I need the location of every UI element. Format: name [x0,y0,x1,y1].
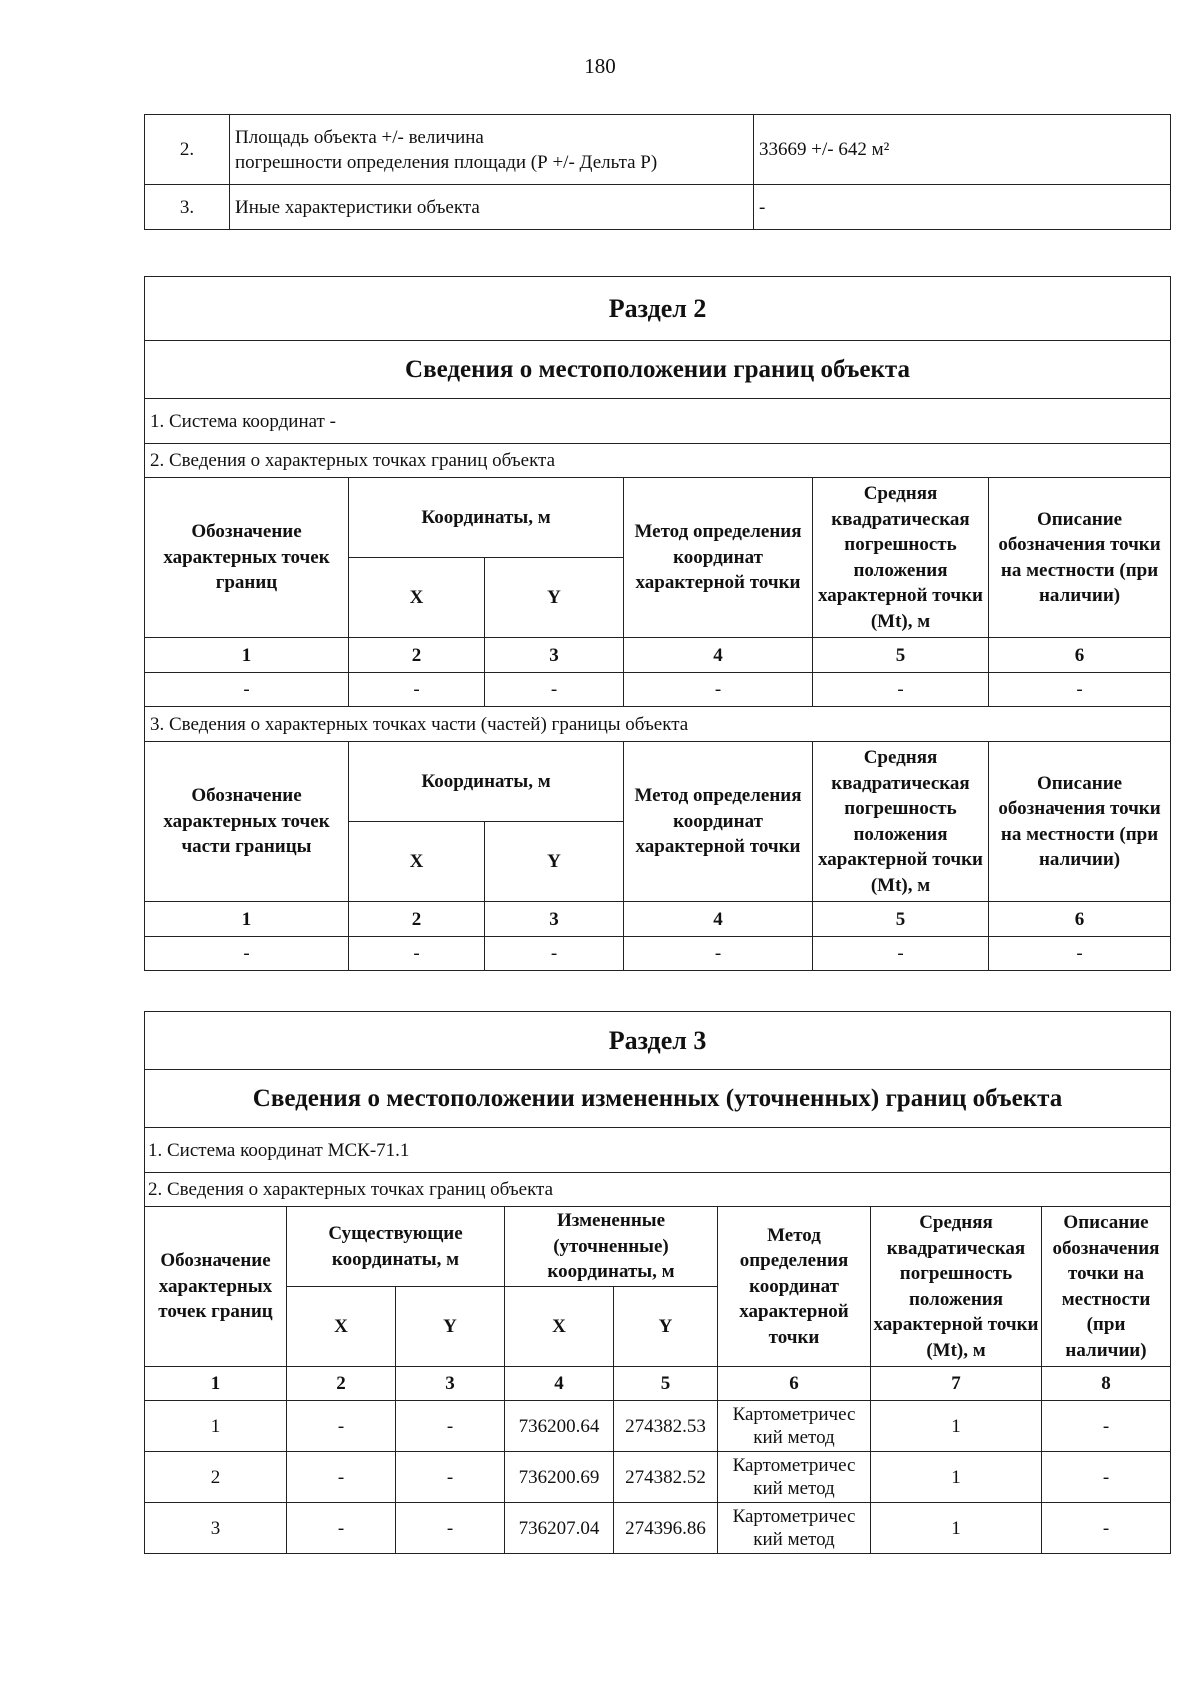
header-y: Y [485,558,624,638]
header-coordinates: Координаты, м [349,478,624,558]
header-coordinates: Координаты, м [349,742,624,822]
object-characteristics-table [144,114,1171,230]
header-error: Средняя квадратическая погрешность положения характерной точки (Mt), м [813,742,989,902]
row-number: 3. [145,185,230,230]
row-number: 2. [145,115,230,185]
col-number: 1 [145,902,349,937]
table-row [145,1452,1171,1503]
header-description: Описание обозначения точки на местности (при наличии) [989,742,1171,902]
header-error: Средняя квадратическая погрешность положения характерной точки (Mt), м [871,1207,1042,1367]
section-subtitle: Сведения о местоположении измененных (уточненных) границ объекта [145,1070,1171,1128]
table-cell: - [624,937,813,971]
mt-value: 1 [871,1503,1042,1554]
col-number: 6 [718,1367,871,1401]
table-cell: - [989,937,1171,971]
col-number: 5 [813,638,989,673]
col-number: 1 [145,638,349,673]
col-number: 5 [614,1367,718,1401]
col-number: 3 [396,1367,505,1401]
parts-heading: 3. Сведения о характерных точках части (частей) границы объекта [145,707,1171,742]
header-error: Средняя квадратическая погрешность положения характерной точки (Mt), м [813,478,989,638]
changed-x: 736200.64 [505,1401,614,1452]
header-changed-coordinates: Измененные (уточненные) координаты, м [505,1207,718,1287]
table-cell: - [989,673,1171,707]
col-number: 3 [485,902,624,937]
table-cell: - [349,673,485,707]
table-cell: - [485,673,624,707]
characteristic-value: - [754,185,1171,230]
header-x: X [349,558,485,638]
description-cell: - [1042,1503,1171,1554]
header-y: Y [396,1287,505,1367]
table-cell: - [813,673,989,707]
header-designation-part: Обозначение характерных точек части границы [145,742,349,902]
table-cell: - [145,673,349,707]
col-number: 6 [989,638,1171,673]
description-cell: - [1042,1401,1171,1452]
table-row [145,1503,1171,1554]
section-title: Раздел 2 [145,277,1171,341]
section-subtitle: Сведения о местоположении границ объекта [145,341,1171,399]
column-numbers-row [145,638,1171,673]
changed-y: 274382.52 [614,1452,718,1503]
existing-x: - [287,1401,396,1452]
mt-value: 1 [871,1452,1042,1503]
changed-y: 274396.86 [614,1503,718,1554]
section-2-table [144,276,1171,971]
column-numbers-row [145,1367,1171,1401]
table-cell: - [485,937,624,971]
table-cell: - [624,673,813,707]
col-number: 6 [989,902,1171,937]
page-number: 180 [584,54,616,78]
method-cell: Картометричес кий метод [718,1452,871,1503]
header-x: X [349,822,485,902]
table-cell: - [813,937,989,971]
col-number: 4 [624,902,813,937]
table-row [145,1401,1171,1452]
header-method: Метод определения координат характерной точки [624,742,813,902]
table-row [145,673,1171,707]
col-number: 8 [1042,1367,1171,1401]
col-number: 1 [145,1367,287,1401]
existing-y: - [396,1452,505,1503]
characteristic-name: Иные характеристики объекта [230,185,754,230]
col-number: 3 [485,638,624,673]
table-row [145,115,1171,185]
col-number: 4 [505,1367,614,1401]
table-row [145,937,1171,971]
col-number: 7 [871,1367,1042,1401]
existing-y: - [396,1401,505,1452]
col-number: 2 [349,902,485,937]
header-designation: Обозначение характерных точек границ [145,478,349,638]
changed-x: 736207.04 [505,1503,614,1554]
table-row [145,185,1171,230]
header-x: X [287,1287,396,1367]
existing-y: - [396,1503,505,1554]
changed-x: 736200.69 [505,1452,614,1503]
coordinate-system: 1. Система координат - [145,399,1171,444]
header-x: X [505,1287,614,1367]
header-method: Метод определения координат характерной точки [718,1207,871,1367]
header-y: Y [614,1287,718,1367]
header-description: Описание обозначения точки на местности (при наличии) [1042,1207,1171,1367]
existing-x: - [287,1452,396,1503]
existing-x: - [287,1503,396,1554]
col-number: 2 [349,638,485,673]
column-numbers-row [145,902,1171,937]
method-cell: Картометричес кий метод [718,1503,871,1554]
header-y: Y [485,822,624,902]
changed-y: 274382.53 [614,1401,718,1452]
col-number: 2 [287,1367,396,1401]
method-cell: Картометричес кий метод [718,1401,871,1452]
point-id: 1 [145,1401,287,1452]
header-description: Описание обозначения точки на местности (при наличии) [989,478,1171,638]
point-id: 2 [145,1452,287,1503]
table-cell: - [349,937,485,971]
characteristic-value: 33669 +/- 642 м² [754,115,1171,185]
col-number: 5 [813,902,989,937]
characteristic-name: Площадь объекта +/- величина погрешности определения площади (Р +/- Дельта Р) [230,115,754,185]
point-id: 3 [145,1503,287,1554]
points-heading: 2. Сведения о характерных точках границ объекта [145,1173,1171,1207]
section-3-table [144,1011,1171,1554]
description-cell: - [1042,1452,1171,1503]
header-designation: Обозначение характерных точек границ [145,1207,287,1367]
table-cell: - [145,937,349,971]
col-number: 4 [624,638,813,673]
header-method: Метод определения координат характерной точки [624,478,813,638]
coordinate-system: 1. Система координат МСК-71.1 [145,1128,1171,1173]
points-heading: 2. Сведения о характерных точках границ объекта [145,444,1171,478]
mt-value: 1 [871,1401,1042,1452]
header-existing-coordinates: Существующие координаты, м [287,1207,505,1287]
section-title: Раздел 3 [145,1012,1171,1070]
